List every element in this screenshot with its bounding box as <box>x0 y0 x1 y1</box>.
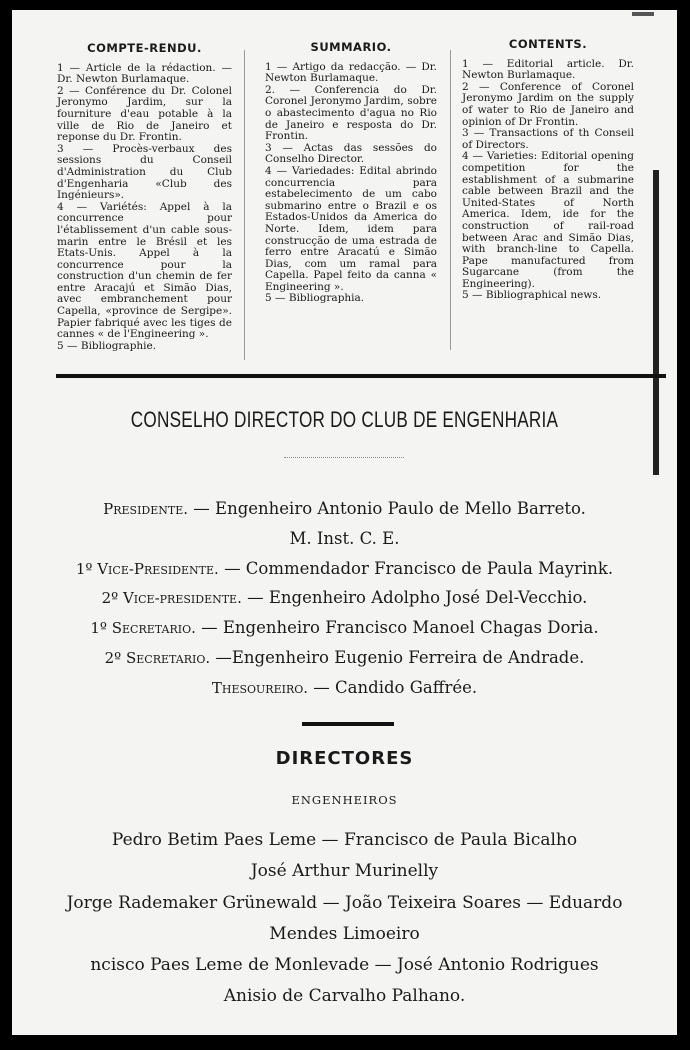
column-divider <box>244 50 245 360</box>
contents-column <box>462 39 634 302</box>
director-line: Anisio de Carvalho Palhano. <box>223 986 466 1007</box>
council-title: CONSELHO DIRECTOR DO CLUB DE ENGENHARIA <box>130 407 559 432</box>
officers-list <box>12 494 677 703</box>
toc-entry: 1 — Article de la rédaction. — Dr. Newton Burlamaque. <box>57 61 232 86</box>
scan-edge-bar <box>653 170 659 475</box>
officer-line <box>12 673 677 703</box>
toc-entry: 2 — Conference of Coronel Jeronymo Jardim on the supply of water to Rio de Janeiro and opinion of Dr Frontin. <box>462 80 634 128</box>
director-line: Jorge Rademaker Grünewald — João Teixeira Soares — Eduardo <box>66 892 623 913</box>
officer-line <box>12 524 677 554</box>
officer-name: — Engenheiro Adolpho José Del-Vecchio. <box>247 588 588 608</box>
summario-column <box>265 42 437 305</box>
toc-entry: 4 — Variedades: Edital abrindo concurrencia para estabelecimento de um cabo submarino entre o Brazil e os Estados-Unidos da America do Norte. Idem, idem para construcção de uma estrada de ferro entre Aracatú e Simão Dias, com um ramal para Capella. Papel feito da canna « Engineering ». <box>265 164 437 293</box>
toc-entry: 5 — Bibliographie. <box>57 339 157 352</box>
officer-name: —Engenheiro Eugenio Ferreira de Andrade. <box>215 647 585 667</box>
section-rule <box>56 374 666 378</box>
director-line: José Arthur Murinelly <box>250 861 439 882</box>
toc-entry: 5 — Bibliographia. <box>265 292 365 305</box>
officer-name: — Candido Gaffrée. <box>313 677 478 697</box>
directors-heading: DIRECTORES <box>275 748 414 769</box>
contents-heading: CONTENTS. <box>508 37 588 51</box>
toc-entry: 3 — Transactions of th Conseil of Directors. <box>462 127 634 151</box>
toc-entry: 4 — Variétés: Appel à la concurrence pour l'établissement d'un cable sous-marin entre le Brésil et les Etats-Unis. Appel à la concurrence pour la construction d'un chemin de fer entre Aracajú et Simão Dias, avec embranchement pour Capella, «province de Sergipe». Papier fabriqué avec les tiges de cannes « de l'Engineering ». <box>57 200 232 341</box>
officer-name: M. Inst. C. E. <box>289 528 400 548</box>
officer-line <box>12 583 677 613</box>
dotted-divider <box>284 457 404 458</box>
officer-role: 1º Vice-Presidente. <box>75 559 219 578</box>
toc-entry: 1 — Artigo da redacção. — Dr. Newton Burlamaque. <box>265 60 437 85</box>
officer-name: — Engenheiro Antonio Paulo de Mello Barreto. <box>193 499 586 518</box>
officer-name: — Engenheiro Francisco Manoel Chagas Doria. <box>201 618 599 638</box>
officer-role: 2º Vice-presidente. <box>101 589 242 608</box>
toc-entry: 2. — Conferencia do Dr. Coronel Jeronymo Jardim, sobre o abastecimento d'agua no Rio de Janeiro e resposta do Dr. Frontin. <box>265 83 437 143</box>
column-divider <box>450 50 451 350</box>
summario-heading: SUMMARIO. <box>310 40 392 54</box>
officer-role: Thesoureiro. <box>211 678 309 697</box>
officer-role: 2º Secretario. <box>104 648 211 667</box>
toc-entry: 3 — Actas das sessões do Conselho Director. <box>265 141 437 166</box>
document-page <box>12 10 677 1035</box>
toc-entry: 1 — Editorial article. Dr. Newton Burlamaque. <box>462 57 634 82</box>
director-line: ncisco Paes Leme de Monlevade — José Antonio Rodrigues <box>90 955 599 976</box>
officer-line <box>12 494 677 524</box>
officer-line <box>12 554 677 584</box>
directors-subheading: ENGENHEIROS <box>291 793 398 807</box>
toc-entry: 3 — Procès-verbaux des sessions du Conseil d'Administration du Club d'Engenharia «Club des Ingénieurs». <box>57 142 232 202</box>
officer-role: Presidente. <box>103 500 189 518</box>
scan-mark <box>632 12 654 16</box>
toc-entry: 2 — Conférence du Dr. Colonel Jeronymo Jardim, sur la fourniture d'eau potable à la ville de Rio de Janeiro et reponse du Dr. Frontin. <box>57 84 232 144</box>
officer-line <box>12 643 677 673</box>
officer-line <box>12 613 677 643</box>
compte-rendu-column <box>57 43 232 352</box>
section-rule-short <box>302 722 394 726</box>
director-line: Pedro Betim Paes Leme — Francisco de Paula Bicalho <box>111 830 578 850</box>
toc-entry: 4 — Varieties: Editorial opening competition for the establishment of a submarine cable between Brazil and the United-States of North America. Idem, ide for the construction of rail-road between Arac and Simão Dias, with branch-line to Capella. Pape manufactured from Sugarcane (from the Engineering). <box>462 150 634 290</box>
officer-role: 1º Secretario. <box>90 619 196 638</box>
director-line: Mendes Limoeiro <box>269 923 420 944</box>
officer-name: — Commendador Francisco de Paula Mayrink. <box>224 558 614 578</box>
directors-list <box>12 825 677 1013</box>
toc-entry: 5 — Bibliographical news. <box>462 289 602 302</box>
compte-rendu-heading: COMPTE-RENDU. <box>87 41 202 55</box>
